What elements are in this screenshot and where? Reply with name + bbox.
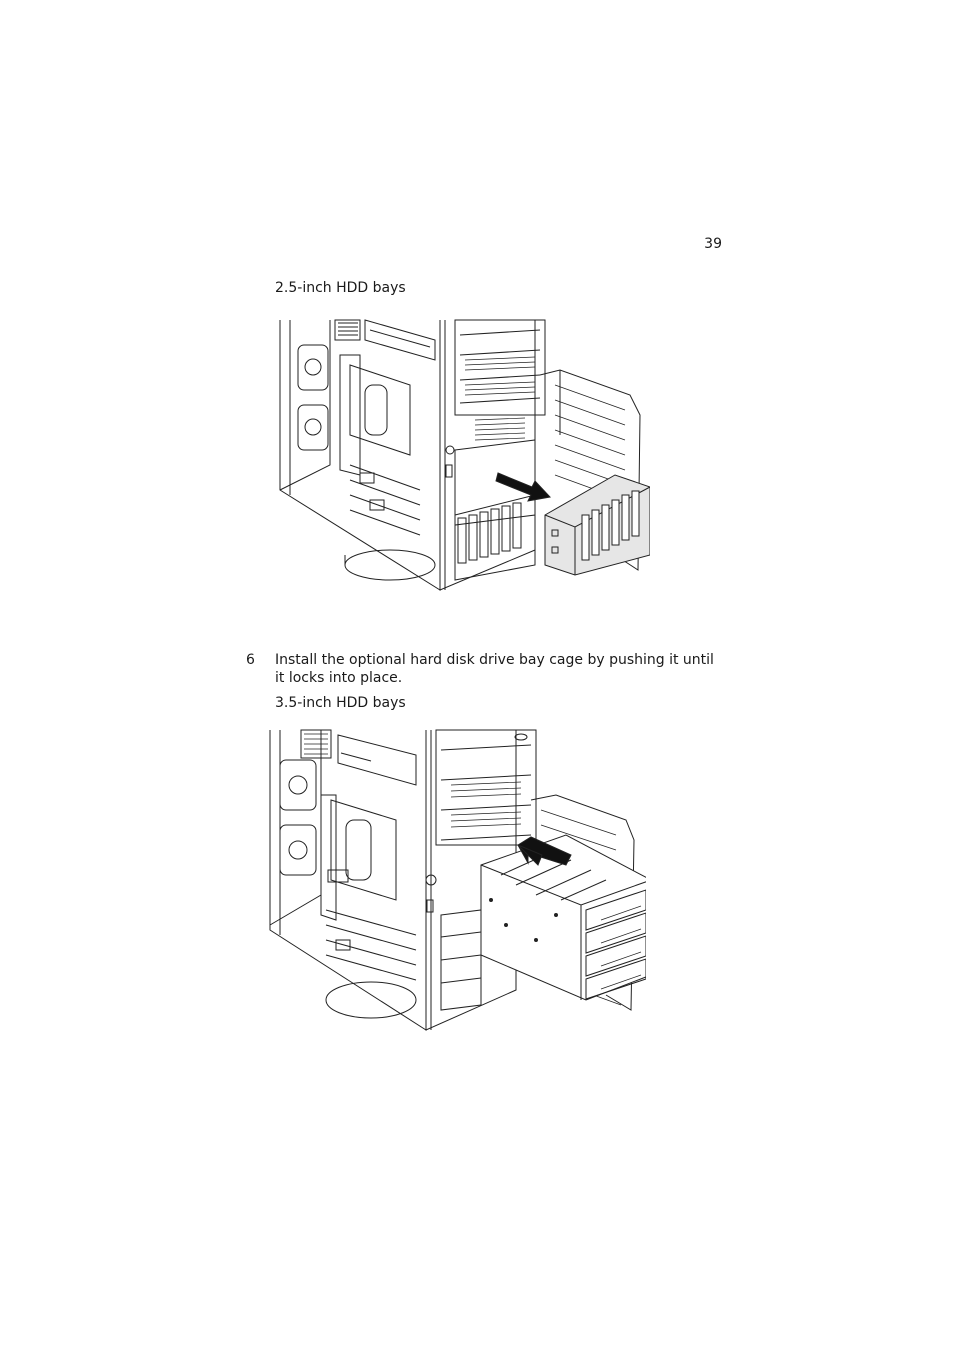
figure-caption-2-5-inch: 2.5-inch HDD bays bbox=[275, 280, 406, 296]
illustration-3-5-inch-hdd-cage-install bbox=[266, 725, 646, 1035]
step-text: Install the optional hard disk drive bay cage by pushing it until it locks into place. bbox=[275, 652, 714, 686]
figure-caption-3-5-inch: 3.5-inch HDD bays bbox=[275, 695, 406, 711]
step-number: 6 bbox=[246, 652, 255, 668]
page-number: 39 bbox=[704, 236, 722, 252]
illustration-2-5-inch-hdd-cage-removal bbox=[270, 315, 650, 595]
